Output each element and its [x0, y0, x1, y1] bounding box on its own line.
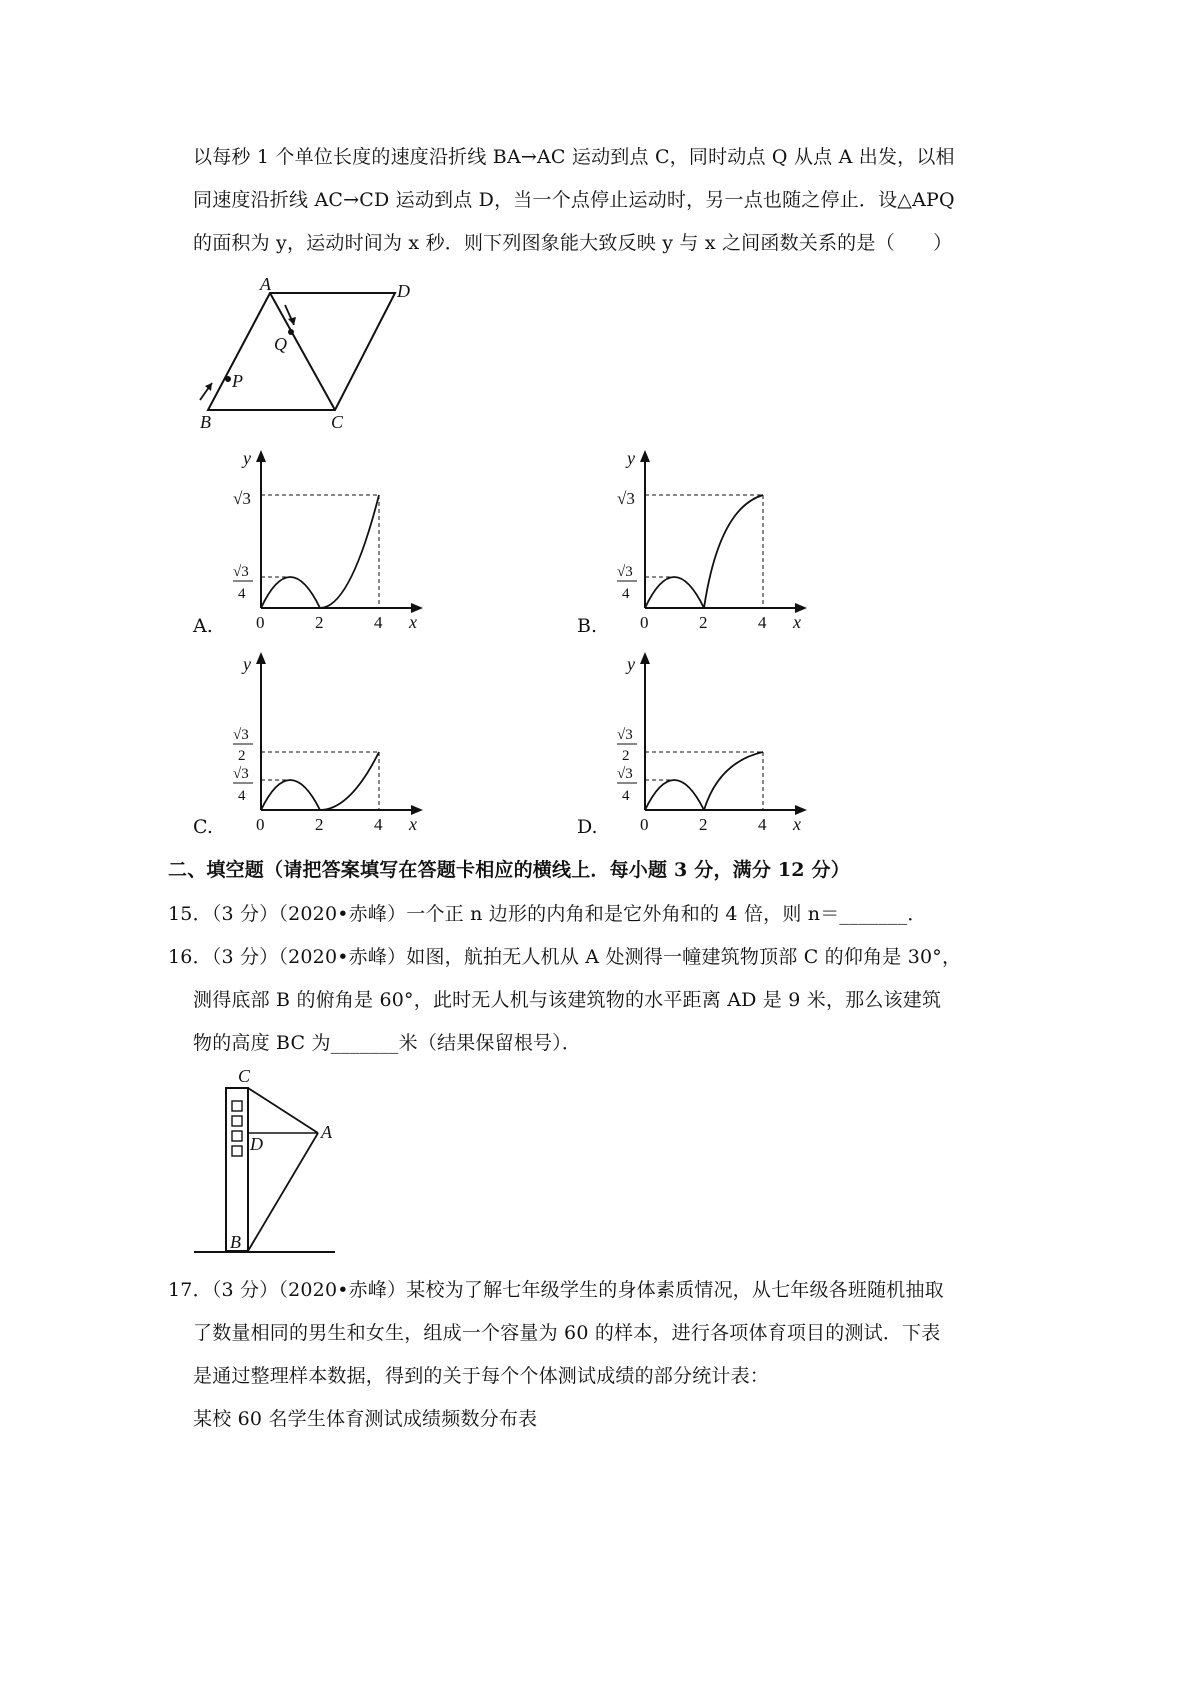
table-title: 某校 60 名学生体育测试成绩频数分布表: [193, 1408, 538, 1430]
svg-text:4: 4: [622, 586, 630, 602]
svg-text:2: 2: [315, 815, 324, 834]
point-C-label: C: [331, 412, 344, 432]
svg-text:√3: √3: [617, 489, 635, 508]
svg-text:√3: √3: [617, 727, 633, 743]
point-A-label: A: [260, 275, 271, 294]
svg-text:√3: √3: [233, 489, 251, 508]
point-B-label: B: [200, 412, 211, 432]
q14-line-1: 以每秒 1 个单位长度的速度沿折线 BA→AC 运动到点 C，同时动点 Q 从点 A 出发，以相: [193, 146, 955, 168]
option-a-graph: [225, 448, 435, 638]
svg-text:2: 2: [699, 613, 708, 632]
q17-line-3: 是通过整理样本数据，得到的关于每个个体测试成绩的部分统计表：: [193, 1365, 770, 1387]
building-figure: [190, 1066, 350, 1262]
point-D-label: D: [397, 281, 410, 301]
q16-line-2: 测得底部 B 的俯角是 60°，此时无人机与该建筑物的水平距离 AD 是 9 米，那么该建筑: [193, 989, 942, 1011]
point-C-label: C: [238, 1066, 251, 1086]
option-b-label: B.: [577, 615, 598, 637]
svg-text:2: 2: [315, 613, 324, 632]
q14-line-2: 同速度沿折线 AC→CD 运动到点 D，当一个点停止运动时，另一点也随之停止．设△APQ: [193, 189, 955, 211]
point-A-label: A: [321, 1122, 332, 1142]
svg-text:4: 4: [374, 815, 383, 834]
q16-line-1: 16．（3 分）（2020•赤峰）如图，航拍无人机从 A 处测得一幢建筑物顶部 C 的仰角是 30°，: [168, 946, 962, 968]
svg-text:0: 0: [640, 613, 649, 632]
svg-text:2: 2: [699, 815, 708, 834]
svg-text:4: 4: [238, 586, 246, 602]
option-c-graph: [225, 650, 435, 840]
q17-line-1: 17．（3 分）（2020•赤峰）某校为了解七年级学生的身体素质情况，从七年级各班随机抽取: [168, 1279, 944, 1301]
svg-text:0: 0: [640, 815, 649, 834]
q16-line-3: 物的高度 BC 为_______米（结果保留根号）．: [193, 1032, 582, 1054]
q15-text: 15．（3 分）（2020•赤峰）一个正 n 边形的内角和是它外角和的 4 倍，则 n＝_______．: [168, 903, 927, 925]
svg-text:√3: √3: [617, 766, 633, 782]
svg-text:y: y: [627, 654, 635, 674]
option-d-graph: [609, 650, 819, 840]
svg-text:x: x: [409, 814, 417, 834]
svg-text:4: 4: [758, 613, 767, 632]
point-B-label: B: [230, 1232, 241, 1252]
svg-text:x: x: [409, 612, 417, 632]
svg-text:0: 0: [256, 613, 265, 632]
rhombus-figure: [190, 275, 430, 435]
svg-text:√3: √3: [233, 766, 249, 782]
svg-text:y: y: [243, 448, 251, 468]
svg-text:x: x: [793, 814, 801, 834]
svg-text:y: y: [627, 448, 635, 468]
point-D-label: D: [250, 1134, 263, 1154]
svg-text:4: 4: [238, 788, 246, 804]
point-P-label: P: [232, 371, 243, 391]
svg-text:√3: √3: [617, 564, 633, 580]
option-a-label: A.: [193, 615, 213, 637]
section-2-heading: 二、填空题（请把答案填写在答题卡相应的横线上．每小题 3 分，满分 12 分）: [168, 859, 850, 881]
svg-text:y: y: [243, 654, 251, 674]
q17-line-2: 了数量相同的男生和女生，组成一个容量为 60 的样本，进行各项体育项目的测试．下表: [193, 1322, 941, 1344]
point-Q-label: Q: [274, 334, 287, 354]
svg-text:2: 2: [238, 748, 246, 764]
svg-text:4: 4: [622, 788, 630, 804]
option-b-graph: [609, 448, 819, 638]
svg-text:0: 0: [256, 815, 265, 834]
svg-text:4: 4: [758, 815, 767, 834]
option-d-label: D.: [577, 816, 598, 838]
svg-text:√3: √3: [233, 727, 249, 743]
q14-line-3: 的面积为 y，运动时间为 x 秒．则下列图象能大致反映 y 与 x 之间函数关系的是（ ）: [193, 232, 953, 254]
svg-text:4: 4: [374, 613, 383, 632]
svg-text:x: x: [793, 612, 801, 632]
option-c-label: C.: [193, 816, 213, 838]
svg-text:2: 2: [622, 748, 630, 764]
svg-text:√3: √3: [233, 564, 249, 580]
